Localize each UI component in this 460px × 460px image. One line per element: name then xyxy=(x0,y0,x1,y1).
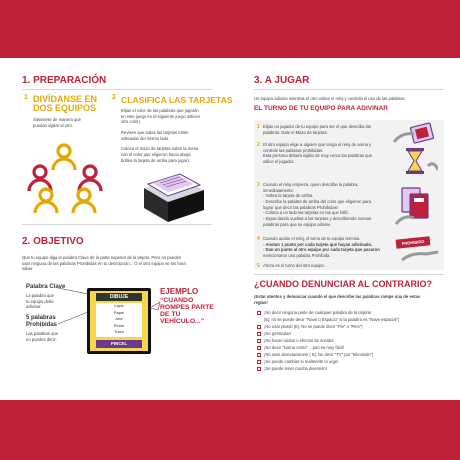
rule-item xyxy=(257,310,447,316)
step-1 xyxy=(257,124,385,138)
text-line: - Coloca a un lado las tarjetas en las que falló. xyxy=(263,210,349,216)
quote-line: DE TU xyxy=(160,311,181,319)
text-line: - Dan un punto al otro equipo por cada tarjeta que pasaron xyxy=(263,247,380,253)
heading-line: DOS EQUIPOS xyxy=(33,103,97,113)
step-text xyxy=(263,263,385,269)
checkbox-icon xyxy=(257,353,261,357)
step-number: 3 xyxy=(257,182,260,188)
checkbox-icon xyxy=(257,325,261,329)
prohibited-badge: PROHIBIDO xyxy=(396,236,431,249)
text-line: puedan vigilar al otro. xyxy=(33,122,74,128)
example-quote xyxy=(160,297,214,326)
preparation-title: 1. PREPARACIÓN xyxy=(22,75,107,86)
rule-item xyxy=(257,331,447,337)
text-line: en este juego en el siguiente juego utilicen xyxy=(121,113,200,119)
step-4 xyxy=(257,236,385,262)
teams-people-illustration xyxy=(24,142,110,214)
rule-text: ¡No usar plural! (Ej: No se puede decir "Pie" o "Pies") xyxy=(264,324,363,329)
quote-line: VEHÍCULO...” xyxy=(160,318,205,326)
text-line: El otro equipo elige a alguien que tenga el reloj de arena y xyxy=(263,142,372,147)
step-2 xyxy=(257,142,385,168)
denounce-title: ¿CUANDO DENUNCIAR AL CONTRARIO? xyxy=(254,279,432,289)
card-forbidden-list xyxy=(96,303,142,337)
sample-card xyxy=(87,288,151,354)
text-line: boltea la tarjeta de arriba para jugar). xyxy=(121,157,190,163)
text-line: palabras. Dale el Mazo de tarjetas. xyxy=(263,129,328,135)
rule-item xyxy=(257,324,447,330)
forbidden-word: Trazo xyxy=(113,329,125,335)
text-line: Cuando acabe el reloj, el turno de tu equipo termina. xyxy=(263,236,361,241)
text-line: Elijan un jugador de tu equipo para ser el que describa las xyxy=(263,124,372,129)
checkbox-icon xyxy=(257,360,261,364)
text-line: ¡Estar atentos y denunciar cuando el que describe las palabras rompe una de estas xyxy=(254,294,421,299)
rule-text: ¡No decir ninguna parte de cualquier palabra de la tarjeta! xyxy=(264,310,372,315)
text-line: usar ninguna de las palabras Prohibidas en tu descripción... O el otro equipo se los hará xyxy=(22,260,186,266)
sort-cards-text xyxy=(121,108,216,163)
rule-text: ¡Se puede cambiar si realmente lo urge! xyxy=(264,359,339,364)
speech-pointer xyxy=(150,302,162,312)
objective-title: 2. OBJETIVO xyxy=(22,236,84,247)
forbidden-description xyxy=(26,331,58,342)
hand-illustration xyxy=(400,248,440,264)
bottom-red-band xyxy=(0,400,460,460)
text-line: volteadas del mismo lado. xyxy=(121,135,170,141)
rules-sheet xyxy=(0,58,460,400)
forbidden-word: Lapiz xyxy=(114,303,124,308)
text-line: Coloca el mazo de tarjetas sobre la mesa xyxy=(121,146,199,152)
card-bottom-word: PINCEL xyxy=(96,340,142,348)
step-text xyxy=(263,182,385,227)
rule-text: (Ej: no se puede decir "Nave o Espacio" si la palabra es "Nave espacial") xyxy=(264,317,400,322)
forbidden-word: Pintar xyxy=(113,322,125,328)
objective-text xyxy=(22,255,217,272)
text-line: no puedes decir. xyxy=(26,336,57,342)
top-red-band xyxy=(0,0,460,58)
text-line: adivinar. xyxy=(26,304,42,310)
divider xyxy=(22,224,212,225)
checkbox-icon xyxy=(257,346,261,350)
step-number: 1 xyxy=(257,124,260,130)
text-line: Que tu equipo diga la palabra Clave de la parte superior de la tarjeta. Pero no pueden xyxy=(22,255,182,260)
checkbox-icon xyxy=(257,332,261,336)
forbidden-label xyxy=(26,315,57,329)
text-line: otro color). xyxy=(121,119,142,125)
callout-lines xyxy=(56,286,90,326)
step-text xyxy=(263,124,385,135)
text-line: Revisen que todas las tarjetas estén xyxy=(121,130,189,136)
step-text xyxy=(263,236,385,259)
denounce-intro xyxy=(254,294,449,305)
text-line: Las palabras que xyxy=(26,331,59,336)
divide-teams-heading xyxy=(33,95,97,113)
text-line: - Sigue dando vueltas a las tarjetas y describiendo nuevas xyxy=(263,216,372,222)
describing-cards-illustration xyxy=(394,184,438,228)
step-3 xyxy=(257,182,385,230)
rule-item xyxy=(257,366,447,372)
rule-item xyxy=(257,359,447,365)
example-title: EJEMPLO xyxy=(160,287,199,296)
play-title: 3. A JUGAR xyxy=(254,75,310,86)
keyword-description xyxy=(26,293,54,310)
checkbox-icon xyxy=(257,311,261,315)
text-line: La palabra que xyxy=(26,293,54,298)
text-line: Prohibidas xyxy=(26,322,58,329)
card-keyword: DIBUJE xyxy=(96,293,142,301)
checkbox-icon xyxy=(257,339,261,343)
rule-text: ¡No decir "suena como" ...poo es muy fácil! xyxy=(264,345,345,350)
text-line: controle las palabras prohibidas. xyxy=(263,147,324,153)
step-text xyxy=(263,142,385,165)
keyword-label: Palabra Clave xyxy=(26,284,66,290)
text-line: - Describe la palabra de arriba del color que eligieron para xyxy=(263,199,372,205)
rule-text: ¡No gesticular! xyxy=(264,331,291,336)
text-line: palabras para que su equipo adivine. xyxy=(263,221,332,227)
divider xyxy=(22,89,212,90)
quote-line: ROMPES PARTE xyxy=(160,304,214,312)
rule-text: ¡No hacer ruidos o efectos de sonido! xyxy=(264,338,334,343)
text-line: tu equipo debe xyxy=(26,298,54,304)
text-line: lograr que decir las palabras Prohibidas! xyxy=(263,204,338,210)
quote-line: “CUANDO xyxy=(160,297,194,304)
divider xyxy=(254,89,444,90)
sand-timer-illustration xyxy=(394,146,438,176)
text-line: utilice el jugador. xyxy=(263,159,295,165)
rule-text: ¡No usar abreviaciones! ( Ej: No decir "TV" por "televisión") xyxy=(264,352,374,357)
text-line: Esta persona deberá vigilar de muy cerca las palabras que xyxy=(263,153,373,159)
step-5 xyxy=(257,263,385,270)
text-line: saber. xyxy=(22,266,34,272)
step-number: 2 xyxy=(112,94,116,101)
step-number: 5 xyxy=(257,263,260,269)
rule-item xyxy=(257,338,447,344)
turn-subtitle: EL TURNO DE TU EQUIPO PARA ADIVINAR xyxy=(254,105,388,112)
divide-teams-text xyxy=(33,117,103,128)
heading-line: DIVÍDANSE EN xyxy=(33,94,98,104)
play-intro: Un equipo adivina mientras el otro voltea el reloj y controla el uso de las palabras. xyxy=(254,96,406,101)
divider xyxy=(254,274,444,275)
text-line: reglas! xyxy=(254,299,268,305)
text-line: Siéntense de manera que xyxy=(33,117,81,122)
step-number: 4 xyxy=(257,236,260,242)
forbidden-word: Arte xyxy=(115,316,123,322)
text-line: Ahora es el turno del otro equipo. xyxy=(263,263,325,268)
text-line: - Anotan 1 punto por cada tarjeta que hayan adivinado. xyxy=(263,241,373,247)
step-number: 2 xyxy=(257,142,260,148)
rule-item xyxy=(257,352,447,358)
text-line: Cuando el reloj empieza, quien describe la palabra, xyxy=(263,182,359,187)
step-number: 1 xyxy=(24,94,28,101)
text-line: - Voltea la tarjeta de arriba. xyxy=(263,193,314,199)
text-line: con el color que eligieron hacia abajo; xyxy=(121,152,192,158)
text-line: mencionaron una palabra Prohibida. xyxy=(263,253,331,259)
text-line: inmediatamente: xyxy=(263,187,294,193)
card-deck-illustration xyxy=(140,166,208,224)
sort-cards-heading: CLASIFICA LAS TARJETAS xyxy=(121,95,233,105)
rule-text: ¡Se puede tener mucha diversión! xyxy=(264,366,327,371)
checkbox-icon xyxy=(257,367,261,371)
rule-item xyxy=(257,345,447,351)
card-face xyxy=(90,291,148,351)
text-line: 5 palabras xyxy=(26,315,56,321)
deck-handoff-illustration xyxy=(392,122,440,146)
forbidden-word: Papel xyxy=(113,309,125,315)
rule-example xyxy=(264,317,454,323)
text-line: Elijan el color de las palabras que jugarán xyxy=(121,108,199,113)
